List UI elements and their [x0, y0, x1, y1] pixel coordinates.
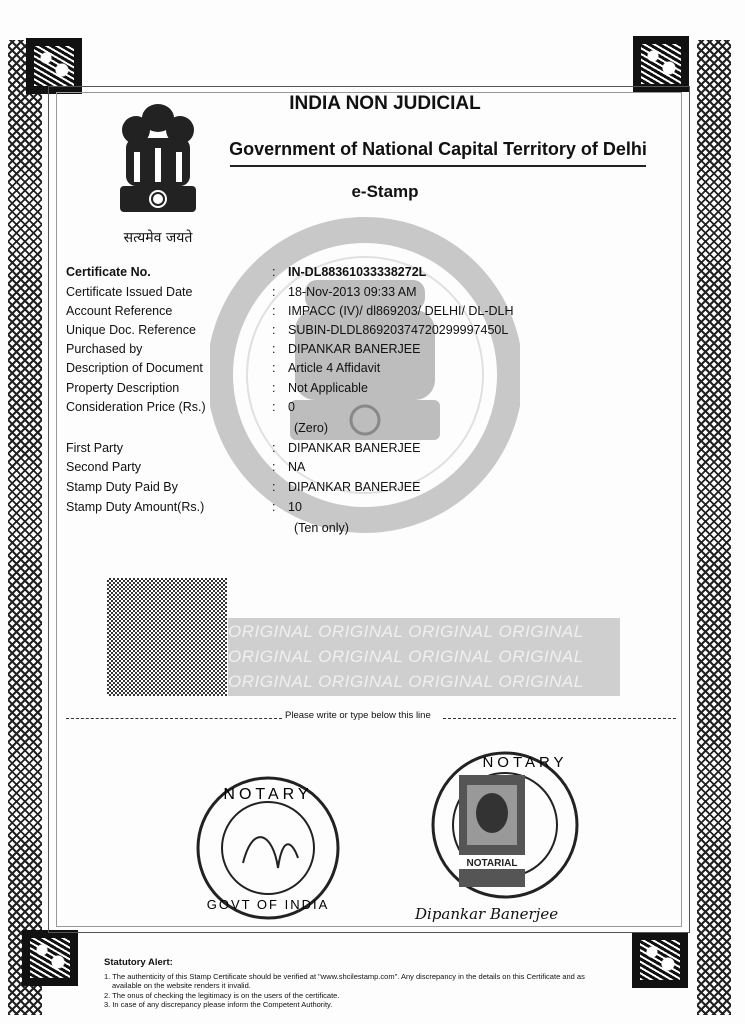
notary-seal-right-icon [425, 745, 585, 905]
field-label: Unique Doc. Reference [66, 323, 196, 337]
notary-seal-left-top: NOTARY [223, 786, 313, 803]
national-emblem-icon [112, 96, 204, 226]
field-value: SUBIN-DLDL86920374720299997450L [288, 323, 509, 337]
original-band-line: ORIGINAL ORIGINAL ORIGINAL ORIGINAL [228, 622, 584, 641]
title-underline [230, 165, 646, 167]
field-value: DIPANKAR BANERJEE [288, 441, 421, 455]
notary-seal-left-bottom: GOVT OF INDIA [206, 897, 330, 912]
original-band-line: ORIGINAL ORIGINAL ORIGINAL ORIGINAL [228, 647, 584, 666]
national-motto: सत्यमेव जयते [123, 230, 193, 246]
field-value: DIPANKAR BANERJEE [288, 480, 421, 494]
field-note: (Ten only) [294, 521, 349, 535]
dotted-separator-right [443, 718, 676, 719]
statutory-item: 1. The authenticity of this Stamp Certificate should be verified at "www.shcilestamp.com". Any discrepancy in the details on this Certificate and as [104, 972, 585, 981]
right-ornamental-border [697, 40, 731, 1015]
corner-ornament-icon [632, 932, 688, 988]
e-stamp-heading: e-Stamp [351, 182, 419, 201]
statutory-item: 3. In case of any discrepancy please inform the Competent Authority. [104, 1000, 333, 1009]
field-label: Purchased by [66, 342, 143, 356]
notary-seal-right [425, 745, 585, 905]
field-value: 0 [288, 400, 295, 414]
statutory-item: available on the website renders it invalid. [112, 981, 251, 990]
field-value: DIPANKAR BANERJEE [288, 342, 421, 356]
left-ornamental-border [8, 40, 42, 1015]
field-label: Consideration Price (Rs.) [66, 400, 206, 414]
field-note: (Zero) [294, 421, 329, 435]
field-value: Not Applicable [288, 381, 368, 395]
field-value: NA [288, 460, 306, 474]
field-value: Article 4 Affidavit [288, 361, 381, 375]
notarial-stamp-label: NOTARIAL [466, 858, 518, 869]
corner-ornament-icon [633, 36, 689, 92]
corner-ornament-icon [22, 930, 78, 986]
document-title: INDIA NON JUDICIAL [289, 93, 481, 114]
e-stamp-certificate: सत्यमेव जयते INDIA NON JUDICIAL Government of National Capital Territory of Delhi e-Stamp Certificate No. : IN-DL88361033338272L Certificate Issued Date : 18-Nov-2013 09:33 AM Account Reference : IMPACC (IV)/ dl869203/ DELHI/ DL-DLH Unique Doc. Reference : SUBIN-DLDL86920374720299997450L Purchased by : DIPANKAR BANERJEE Description of Document : Article 4 Affidavit Property Description : Not Applicable Consideration Price (Rs.) : 0 (Zero) First Party : DIPANKAR BANERJEE Second Party : NA Stamp Duty Paid By : DIPANKAR BANERJEE Stamp Duty Amount(Rs.) : 10 (Ten only) ORIGINAL ORIGINAL ORIGINAL ORIGINAL ORIGINAL ORIGINAL ORIGINAL ORIGINAL ORIGINAL ORIGINAL ORIGINAL ORIGINAL Please write or type below this line NOTARY GOVT OF INDIA NOTARIAL NOTARY Dipankar Banerjee Statutory Alert: 1. The authenticity of this Stamp Certificate should be verified at "www.shcilestamp.com". Any discrepancy in the details on this Certificate and as available on the website renders it invalid. 2. The onus of checking the legitimacy is on the users of the certificate. 3. In case of any discrepancy please inform the Competent Authority. [0, 0, 745, 1024]
notary-seal-left-icon [193, 773, 343, 923]
field-label: Account Reference [66, 304, 173, 318]
field-label: Property Description [66, 381, 180, 395]
notary-seal-left [193, 773, 343, 923]
original-security-band [228, 618, 620, 696]
original-band-line: ORIGINAL ORIGINAL ORIGINAL ORIGINAL [228, 672, 584, 691]
statutory-alert-title: Statutory Alert: [104, 957, 173, 968]
field-label: Stamp Duty Amount(Rs.) [66, 500, 205, 514]
field-label: Second Party [66, 460, 142, 474]
notary-seal-right-top: NOTARY [482, 754, 568, 771]
field-label: Stamp Duty Paid By [66, 480, 178, 494]
field-label: Certificate Issued Date [66, 285, 193, 299]
field-value: IN-DL88361033338272L [288, 265, 427, 279]
government-name: Government of National Capital Territory of Delhi [229, 139, 647, 159]
field-value: 10 [288, 500, 302, 514]
dotted-separator-left [66, 718, 282, 719]
write-below-line-label: Please write or type below this line [285, 710, 431, 721]
field-value: 18-Nov-2013 09:33 AM [288, 285, 417, 299]
qr-code-icon [107, 578, 227, 696]
field-label: First Party [66, 441, 123, 455]
statutory-item: 2. The onus of checking the legitimacy is on the users of the certificate. [104, 991, 340, 1000]
signature: Dipankar Banerjee [415, 905, 559, 923]
field-label: Certificate No. [66, 265, 151, 279]
field-value: IMPACC (IV)/ dl869203/ DELHI/ DL-DLH [288, 304, 514, 318]
field-label: Description of Document [66, 361, 203, 375]
